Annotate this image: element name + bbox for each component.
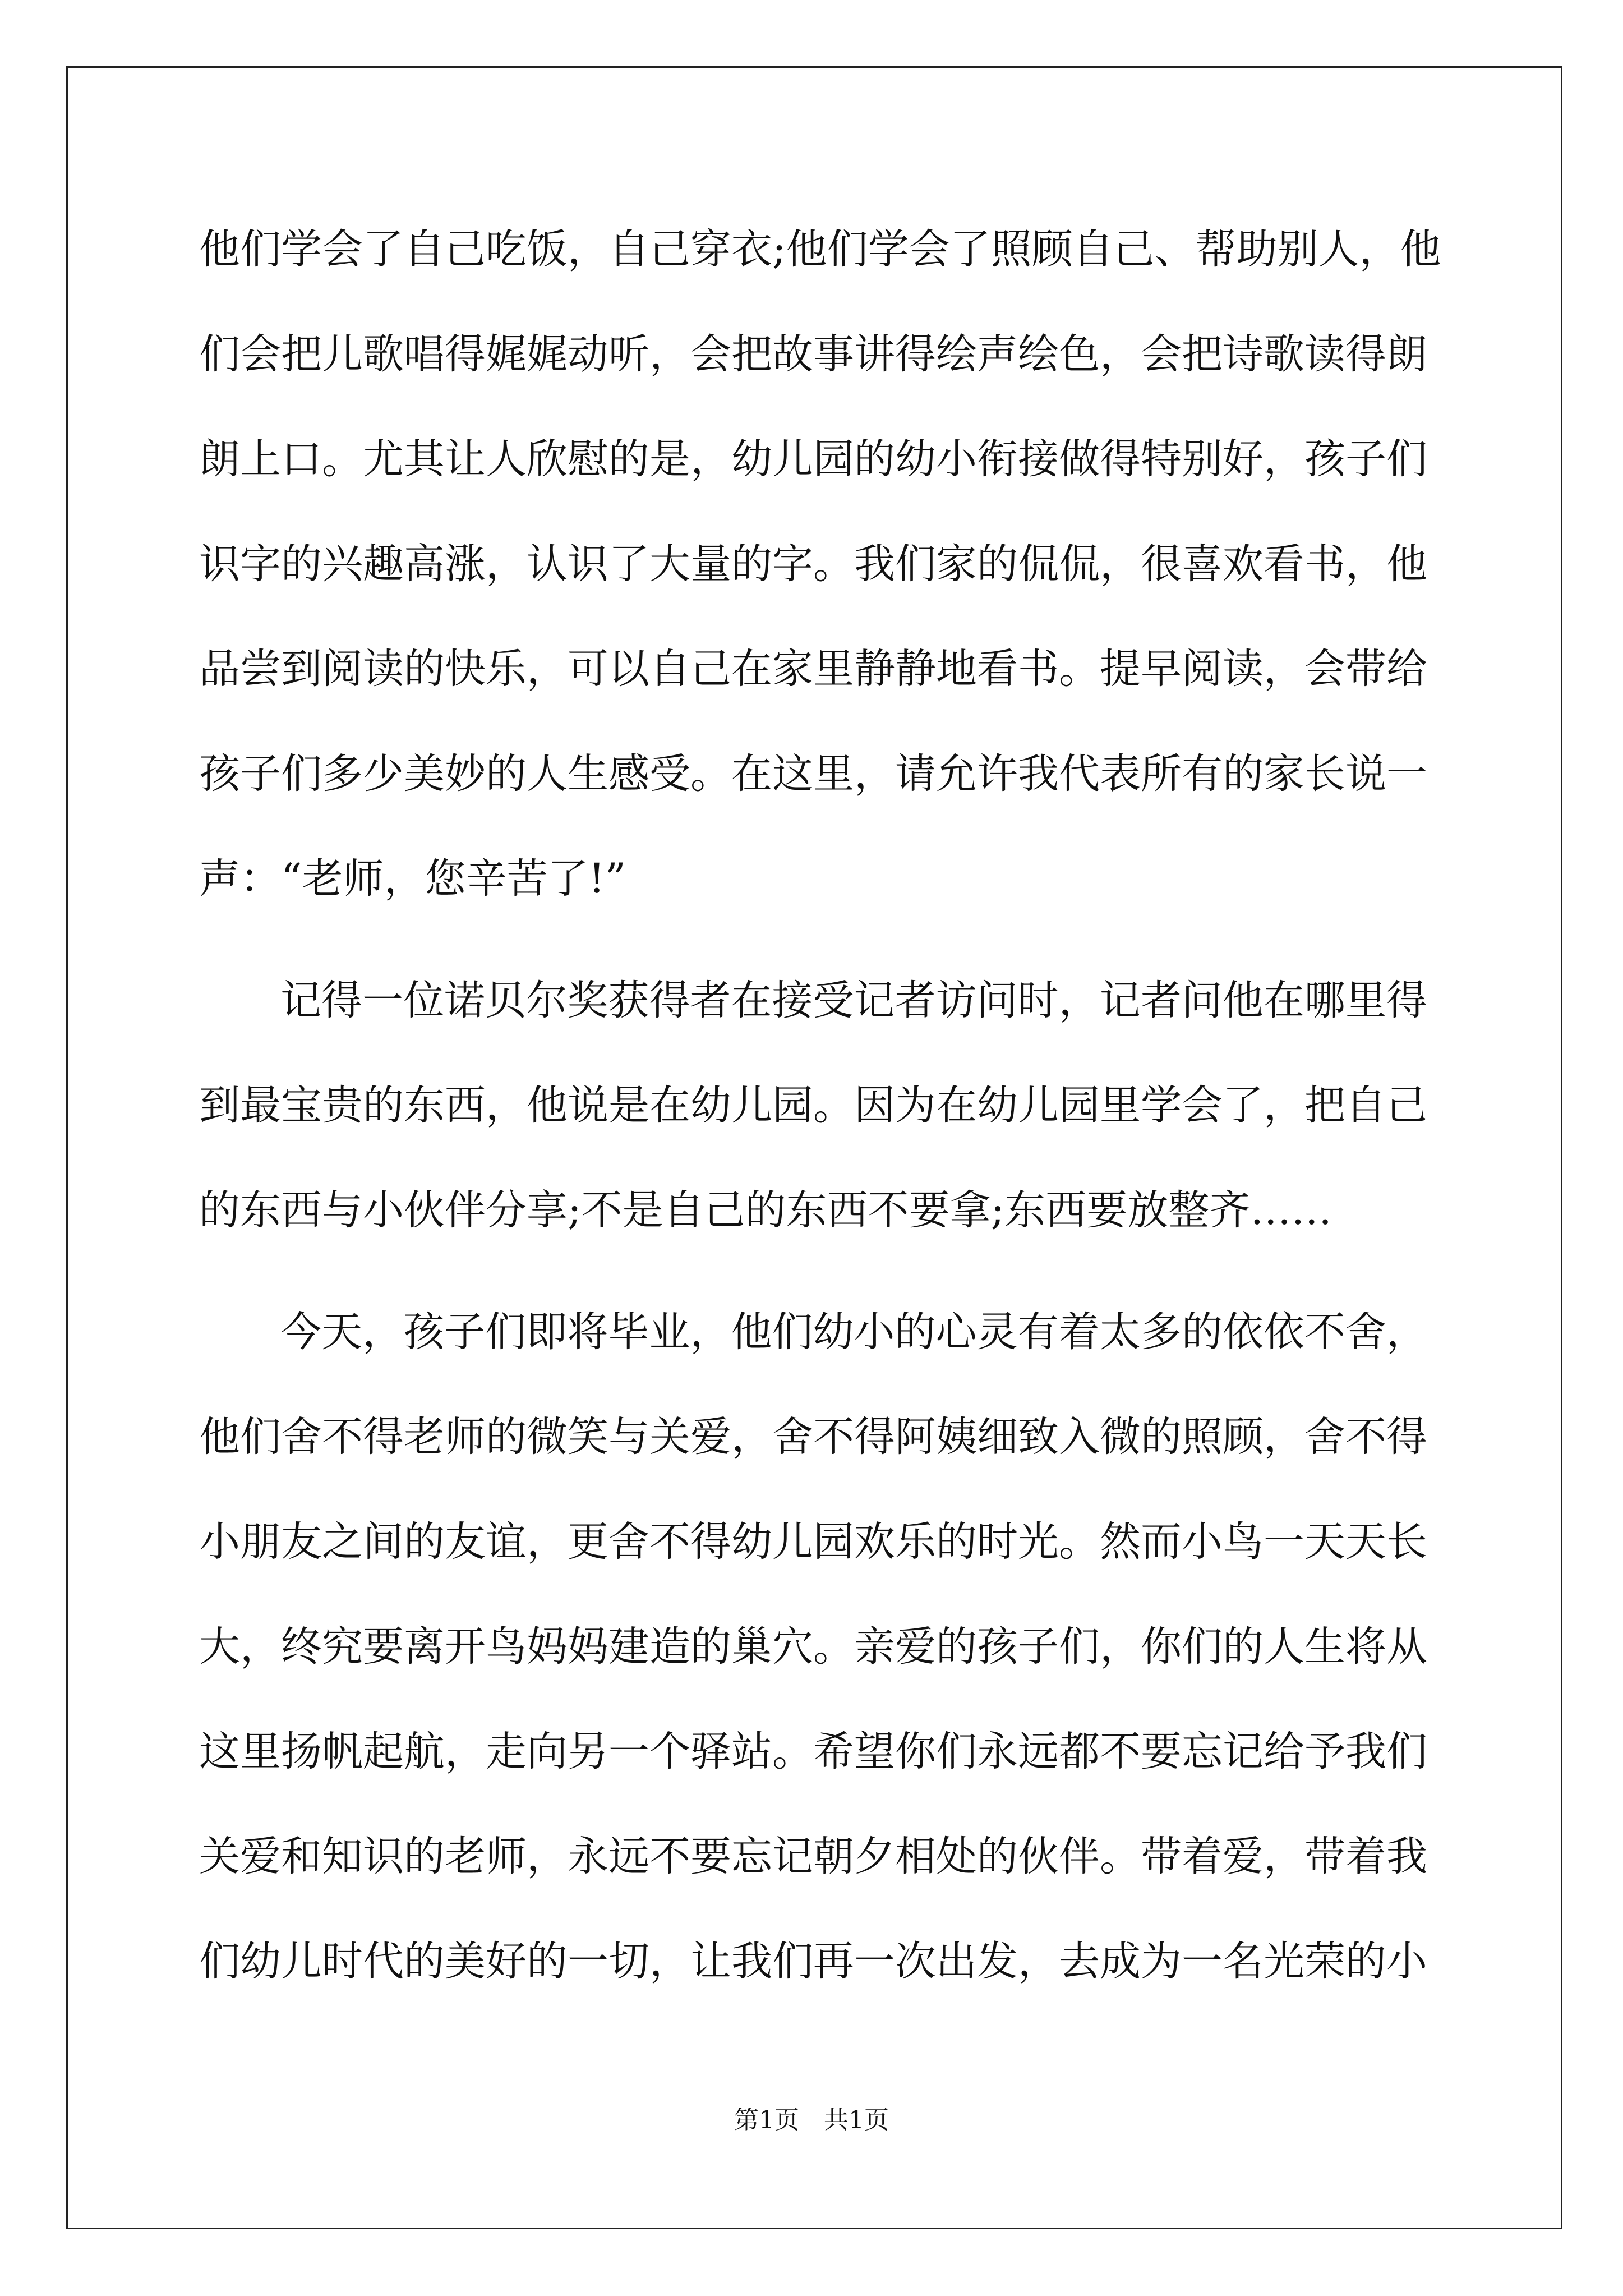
body-line: 小朋友之间的友谊，更舍不得幼儿园欢乐的时光。然而小鸟一天天长 [199,1518,1427,1566]
body-line: 大，终究要离开鸟妈妈建造的巢穴。亲爱的孩子们，你们的人生将从 [199,1623,1427,1671]
body-line: 到最宝贵的东西，他说是在幼儿园。因为在幼儿园里学会了，把自己 [199,1082,1427,1129]
body-line: 品尝到阅读的快乐，可以自己在家里静静地看书。提早阅读，会带给 [199,645,1427,693]
page-border [66,66,1562,2229]
page-number-footer: 第1页 共1页 [734,2106,889,2134]
body-line: 孩子们多少美妙的人生感受。在这里，请允许我代表所有的家长说一 [199,750,1427,798]
body-line: 声：“老师，您辛苦了!” [199,855,626,903]
body-line: 识字的兴趣高涨，认识了大量的字。我们家的侃侃，很喜欢看书，他 [199,540,1427,588]
body-line: 关爱和知识的老师，永远不要忘记朝夕相处的伙伴。带着爱，带着我 [199,1833,1427,1880]
body-line: 们会把儿歌唱得娓娓动听，会把故事讲得绘声绘色，会把诗歌读得朗 [199,330,1427,378]
body-line: 他们学会了自己吃饭，自己穿衣;他们学会了照顾自己、帮助别人，他 [199,226,1441,273]
body-line: 记得一位诺贝尔奖获得者在接受记者访问时，记者问他在哪里得 [280,977,1427,1024]
body-line: 今天，孩子们即将毕业，他们幼小的心灵有着太多的依依不舍， [280,1308,1427,1356]
body-line: 的东西与小伙伴分享;不是自己的东西不要拿;东西要放整齐…… [199,1186,1332,1234]
body-line: 他们舍不得老师的微笑与关爱，舍不得阿姨细致入微的照顾，舍不得 [199,1413,1427,1461]
body-line: 这里扬帆起航，走向另一个驿站。希望你们永远都不要忘记给予我们 [199,1728,1427,1775]
body-line: 们幼儿时代的美好的一切，让我们再一次出发，去成为一名光荣的小 [199,1938,1427,1985]
body-line: 朗上口。尤其让人欣慰的是，幼儿园的幼小衔接做得特别好，孩子们 [199,435,1427,483]
